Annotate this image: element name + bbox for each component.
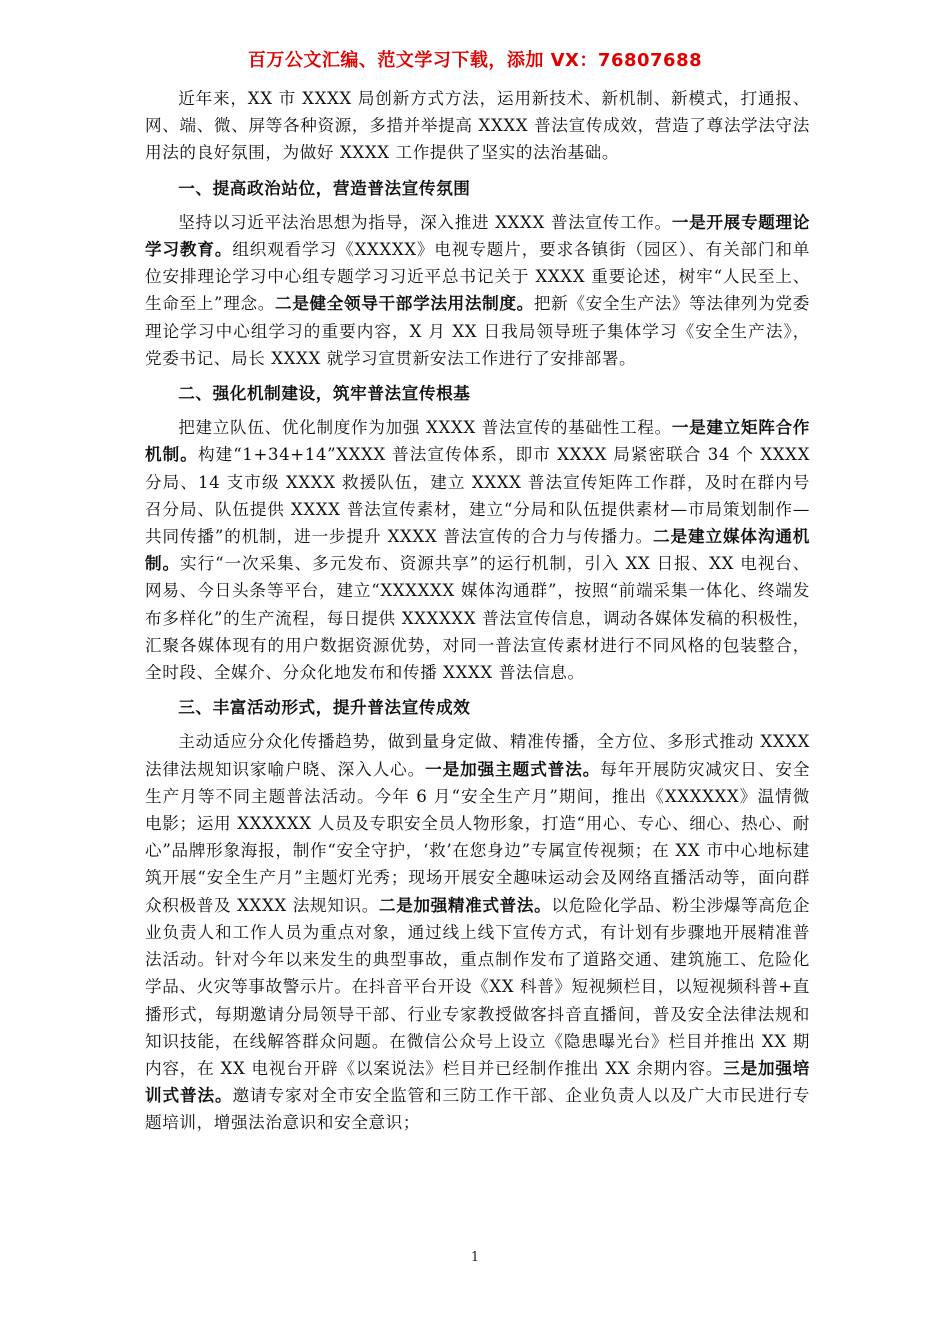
page-number: 1 [470, 1250, 480, 1265]
section-1-bold-2: 二是健全领导干部学法用法制度。 [274, 294, 534, 314]
section-2-bold-1: 一是建立矩阵合作机制。 [145, 418, 810, 465]
section-1-text-1: 坚持以习近平法治思想为指导，深入推进 XXXX 普法宣传工作。 [178, 212, 672, 232]
section-3-text-3: 以危险化学品、粉尘涉爆等高危企业负责人和工作人员为重点对象，通过线上线下宣传方式，有计划有步骤地开展精准普法活动。针对今年以来发生的典型事故，重点制作发布了道路交通、建筑施工、危险化学品、火灾等事故警示片。在抖音平台开设《XX 科普》短视频栏目，以短视频科普+直播形式，每期邀请分局领导干部、行业专家教授做客抖音直播间，普及安全法律法规和知识技能，在线解答群众问题。在微信公众号上设立《隐患曝光台》栏目并推出 XX 期内容，在 XX 电视台开辟《以案说法》栏目并已经制作推出 XX 余期内容。 [145, 895, 811, 1078]
section-2-text-3: 实行“一次采集、多元发布、资源共享”的运行机制，引入 XX 日报、XX 电视台、网易、今日头条等平台，建立“XXXXXX 媒体沟通群”，按照“前端采集一体化、终端发布多样化”的生产流程，每日提供 XXXXXX 普法宣传信息，调动各媒体发稿的积极性，汇聚各媒体现有的用户数据资源优势，对同一普法宣传素材进行不同风格的包装整合，全时段、全媒介、分众化地发布和传播 XXXX 普法信息。 [145, 554, 810, 683]
section-1-text-2: 组织观看学习《XXXXX》电视专题片，要求各镇街（园区）、有关部门和单位安排理论学习中心组专题学习习近平总书记关于 XXXX 重要论述，树牢“人民至上、生命至上”理念。 [145, 240, 811, 314]
section-3-bold-2: 二是加强精准式普法。 [378, 895, 552, 915]
section-2-paragraph [145, 414, 810, 686]
section-3-text-1: 主动适应分众化传播趋势，做到量身定做、精准传播，全方位、多形式推动 XXXX 法律法规知识家喻户晓、深入人心。 [145, 732, 810, 779]
section-1-bold-1: 一是开展专题理论学习教育。 [145, 212, 810, 260]
header-banner: 百万公文汇编、范文学习下载，添加 VX：76807688 [247, 50, 703, 71]
section-2-bold-2: 二是建立媒体沟通机制。 [145, 527, 810, 574]
section-3-bold-3: 三是加强培训式普法。 [145, 1058, 811, 1106]
section-3-bold-1: 一是加强主题式普法。 [425, 759, 601, 779]
section-3-text-4: 邀请专家对全市安全监管和三防工作干部、企业负责人以及广大市民进行专题培训，增强法治意识和安全意识； [145, 1086, 810, 1133]
section-1-heading: 一、提高政治站位，营造普法宣传氛围 [178, 178, 471, 198]
section-1-paragraph [145, 209, 810, 372]
intro-paragraph: 近年来，XX 市 XXXX 局创新方式方法，运用新技术、新机制、新模式，打通报、网、端、微、屏等各种资源，多措并举提高 XXXX 普法宣传成效，营造了尊法学法守法用法的良好氛围，为做好 XXXX 工作提供了坚实的法治基础。 [145, 89, 810, 163]
document-body [145, 85, 810, 1137]
section-2-text-1: 把建立队伍、优化制度作为加强 XXXX 普法宣传的基础性工程。 [178, 418, 672, 438]
section-3-text-2: 每年开展防灾减灾日、安全生产月等不同主题普法活动。今年 6 月“安全生产月”期间，推出《XXXXXX》温情微电影；运用 XXXXXX 人员及专职安全员人物形象，打造“用心、专心、细心、热心、耐心”品牌形象海报，制作“安全守护，‘救’在您身边”专属宣传视频；在 XX 市中心地标建筑开展“安全生产月”主题灯光秀；现场开展安全趣味运动会及网络直播活动等，面向群众积极普及 XXXX 法规知识。 [145, 759, 811, 915]
section-3-paragraph [145, 728, 810, 1136]
section-3-heading: 三、丰富活动形式，提升普法宣传成效 [178, 698, 471, 718]
section-1-text-3: 把新《安全生产法》等法律列为党委理论学习中心组学习的重要内容，X 月 XX 日我局领导班子集体学习《安全生产法》，党委书记、局长 XXXX 就学习宣贯新安法工作进行了安排部署。 [145, 294, 810, 368]
section-2-text-2: 构建“1+34+14”XXXX 普法宣传体系，即市 XXXX 局紧密联合 34 个 XXXX 分局、14 支市级 XXXX 救援队伍，建立 XXXX 普法宣传矩阵工作群，及时在群内号召分局、队伍提供 XXXX 普法宣传素材，建立“分局和队伍提供素材—市局策划制作—共同传播”的机制，进一步提升 XXXX 普法宣传的合力与传播力。 [145, 445, 810, 547]
section-2-heading: 二、强化机制建设，筑牢普法宣传根基 [178, 384, 471, 404]
